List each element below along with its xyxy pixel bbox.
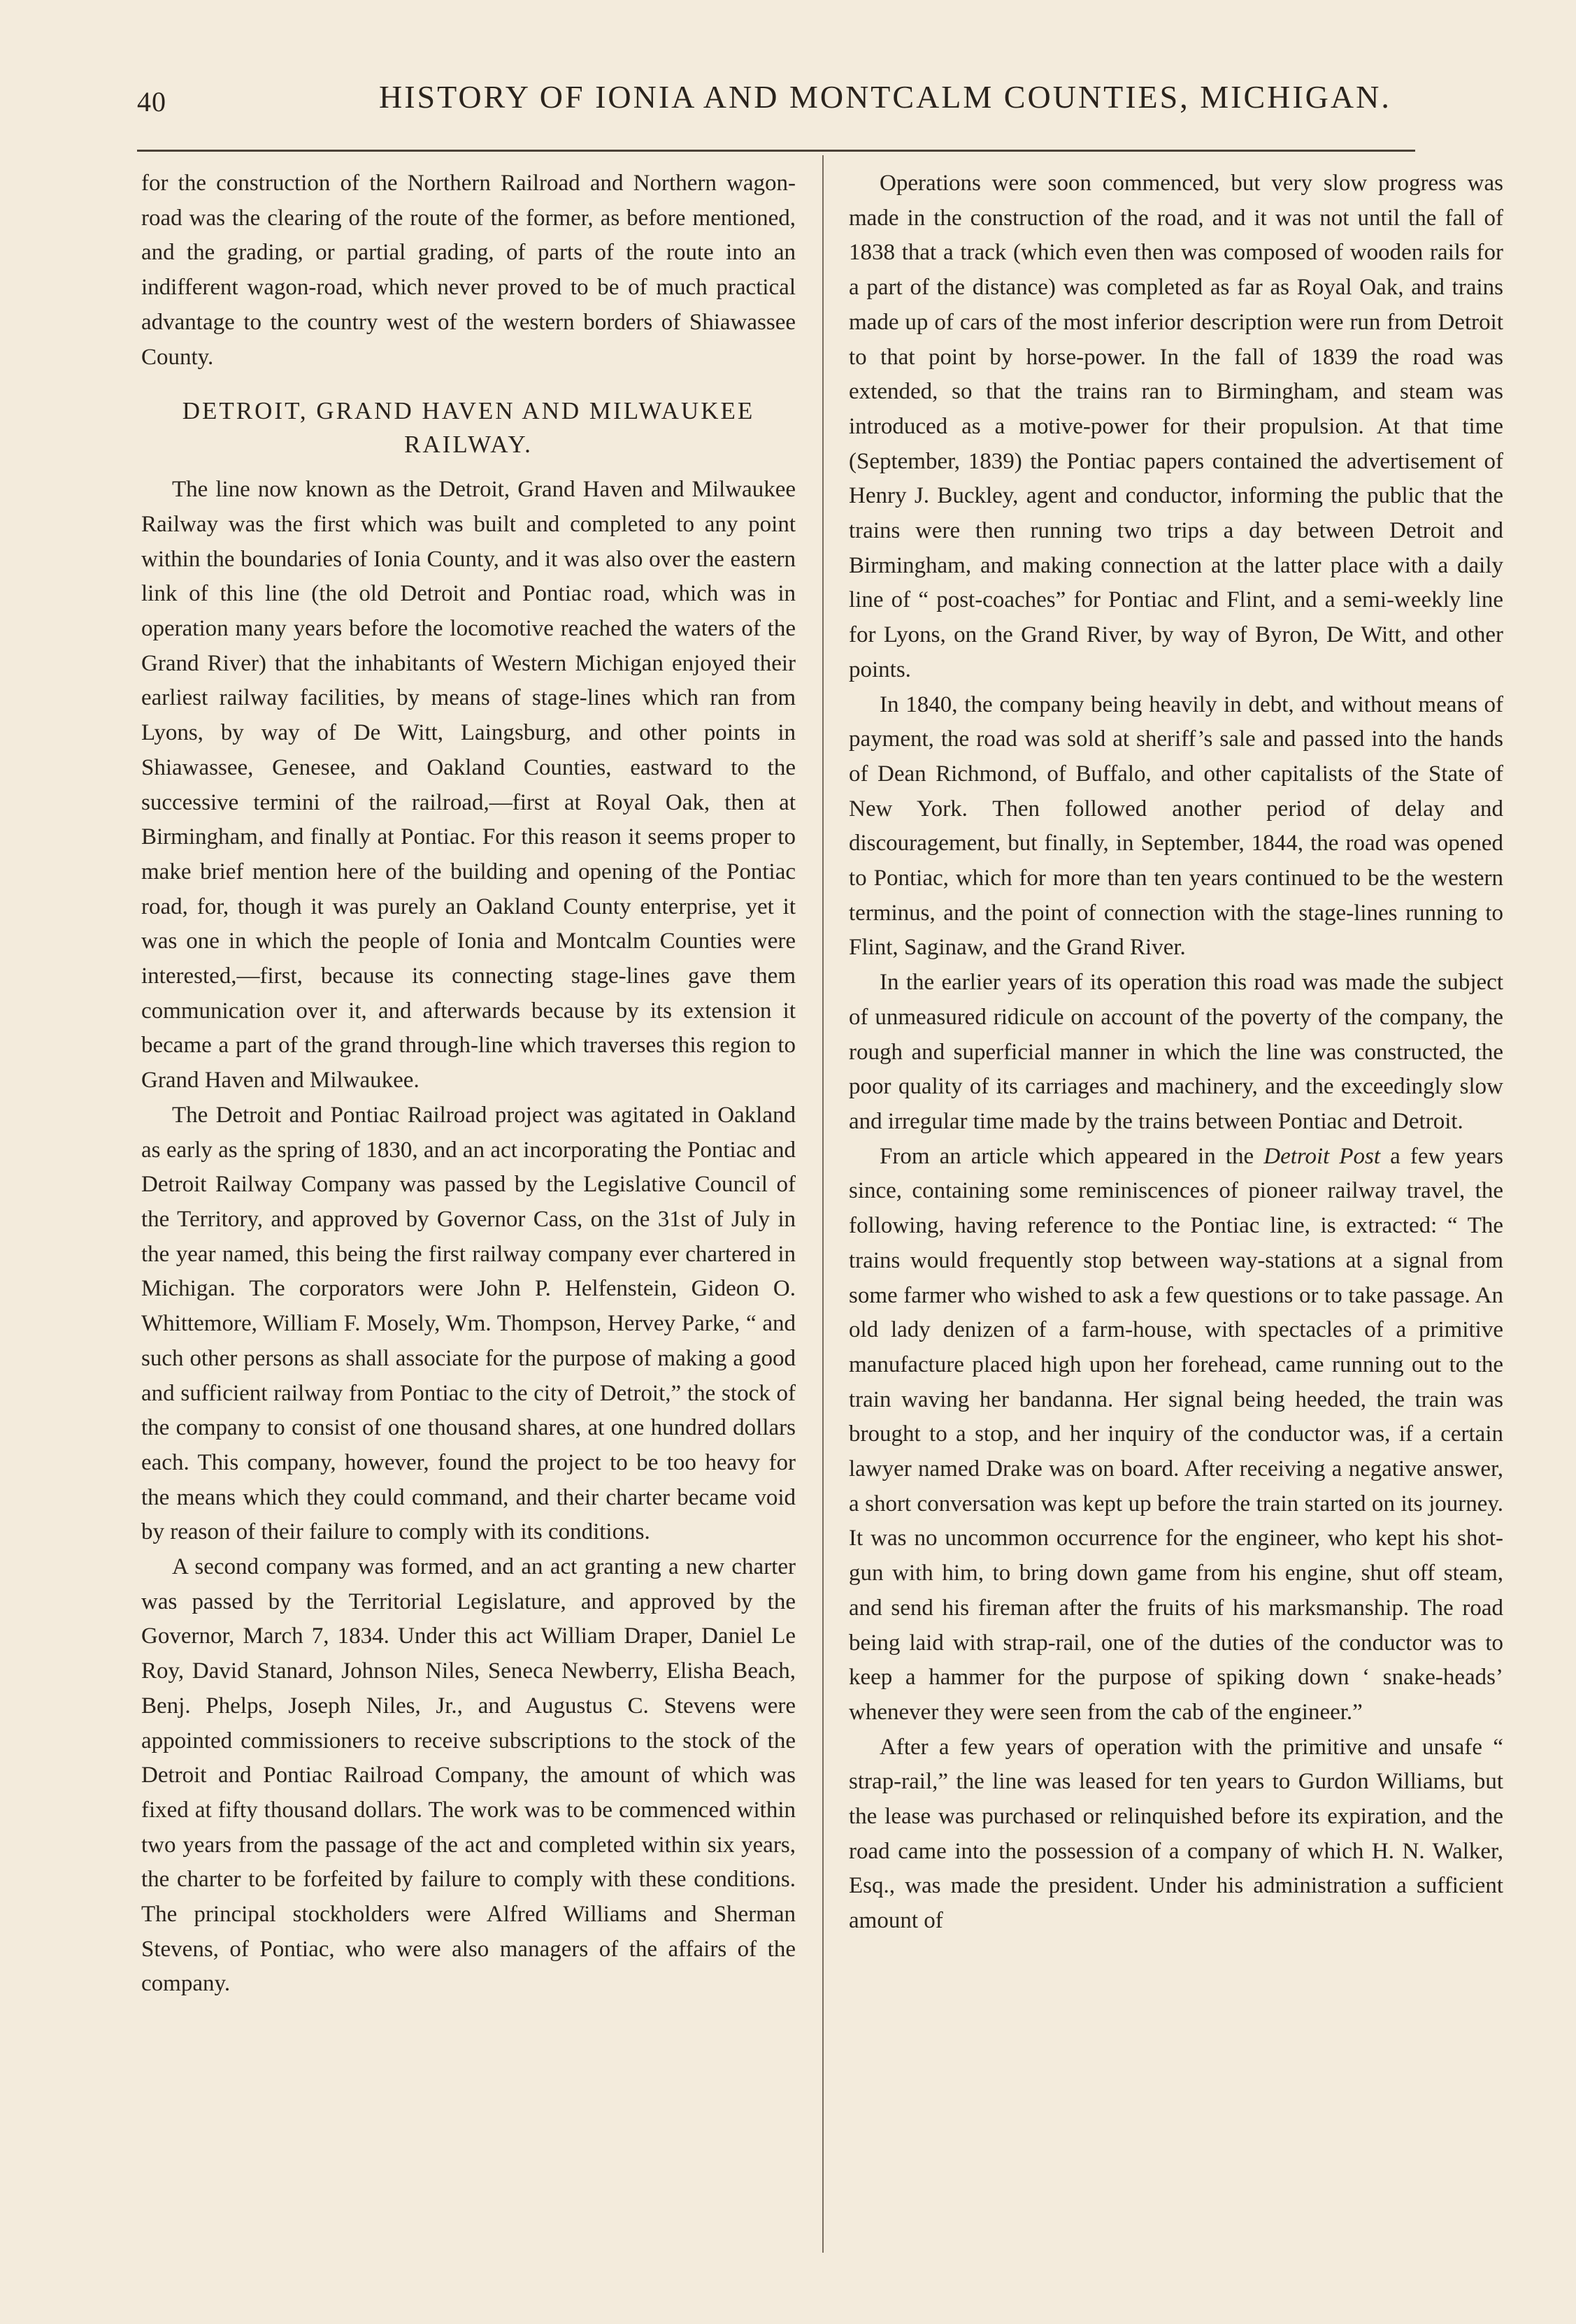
publication-title: Detroit Post (1263, 1143, 1381, 1169)
paragraph: In 1840, the company being heavily in debt, and without means of payment, the road was sold at sheriff’s sale and passed into the hands of Dean Richmond, of Buffalo, and other capitalists of the State of New York. Then followed another period of delay and discouragement, but finally, in September, 1844, the road was opened to Pontiac, which for more than ten years continued to be the western terminus, and the point of connection with the stage-lines running to Flint, Saginaw, and the Grand River. (849, 691, 1503, 961)
paragraph: for the construction of the Northern Railroad and Northern wagon-road was the clearing of the route of the former, as before mentioned, and the grading, or partial grading, of parts of the route into an indifferent wagon-road, which never proved to be of much practical advantage to the country west of the western borders of Shiawassee County. (141, 171, 796, 370)
paragraph: The line now known as the Detroit, Grand Haven and Milwaukee Railway was the first which was built and completed to any point within the boundaries of Ionia County, and it was also over the eastern link of this line (the old Detroit and Pontiac road, which was in operation many years before the locomotive reached the waters of the Grand River) that the inhabitants of Western Michigan enjoyed their earliest railway facilities, by means of stage-lines which ran from Lyons, by way of De Witt, Laingsburg, and other points in Shiawassee, Genesee, and Oakland Counties, eastward to the successive termini of the railroad,—first at Royal Oak, then at Birmingham, and finally at Pontiac. For this reason it seems proper to make brief mention here of the building and opening of the Pontiac road, for, though it was purely an Oakland County enterprise, yet it was one in which the people of Ionia and Montcalm Counties were interested,—first, because its connecting stage-lines gave them communication over it, and afterwards because by its extension it became a part of the grand through-line which traverses this region to Grand Haven and Milwaukee. (141, 477, 796, 1093)
page-header (137, 76, 1391, 124)
right-column (849, 166, 1503, 1939)
paragraph (849, 1140, 1503, 1730)
paragraph: After a few years of operation with the primitive and unsafe “ strap-rail,” the line was leased for ten years to Gurdon Williams, but the lease was purchased or relinquished before its expiration, and the road came into the possession of a company of which H. N. Walker, Esq., was made the president. Under his administration a sufficient amount of (849, 1734, 1503, 1934)
left-column (141, 166, 796, 2002)
paragraph: In the earlier years of its operation this road was made the subject of unmeasured ridicule on account of the poverty of the company, the rough and superficial manner in which the line was constructed, the poor quality of its carriages and machinery, and the exceedingly slow and irregular time made by the trains between Pontiac and Detroit. (849, 970, 1503, 1134)
paragraph: A second company was formed, and an act granting a new charter was passed by the Territorial Legislature, and approved by the Governor, March 7, 1834. Under this act William Draper, Daniel Le Roy, David Stanard, Johnson Niles, Seneca Newberry, Elisha Beach, Benj. Phelps, Joseph Niles, Jr., and Augustus C. Stevens were appointed commissioners to receive subscriptions to the stock of the Detroit and Pontiac Railroad Company, the amount of which was fixed at fifty thousand dollars. The work was to be commenced within two years from the passage of the act and completed within six years, the charter to be forfeited by failure to comply with these conditions. The principal stockholders were Alfred Williams and Sherman Stevens, of Pontiac, who were also managers of the affairs of the company. (141, 1554, 796, 1997)
section-heading: DETROIT, GRAND HAVEN AND MILWAUKEE RAILWAY. (182, 397, 755, 459)
column-divider (822, 155, 824, 2253)
paragraph: Operations were soon commenced, but very slow progress was made in the construction of the road, and it was not until the fall of 1838 that a track (which even then was composed of wooden rails for a part of the distance) was completed as far as Royal Oak, and trains made up of cars of the most inferior description were run from Detroit to that point by horse-power. In the fall of 1839 the road was extended, so that the trains ran to Birmingham, and steam was introduced as a motive-power for their propulsion. At that time (September, 1839) the Pontiac papers contained the advertisement of Henry J. Buckley, agent and conductor, informing the public that the trains were then running two trips a day between Detroit and Birmingham, and making connection at the latter place with a daily line of “ post-coaches” for Pontiac and Flint, and a semi-weekly line for Lyons, on the Grand River, by way of Byron, De Witt, and other points. (849, 171, 1503, 682)
page-number: 40 (137, 86, 166, 117)
paragraph-text: a few years since, containing some reminiscences of pioneer railway travel, the following, having reference to the Pontiac line, is extracted: “ The trains would frequently stop between way-stations at a signal from some farmer who wished to ask a few questions or to take passage. An old lady denizen of a farm-house, with spectacles of a primitive manufacture placed high upon her forehead, came running out to the train waving her bandanna. Her signal being heeded, the train was brought to a stop, and her inquiry of the conductor was, if a certain lawyer named Drake was on board. After receiving a negative answer, a short conversation was kept up before the train started on its journey. It was no uncommon occurrence for the engineer, who kept his shot-gun with him, to bring down game from his engine, shut off steam, and send his fireman after the fruits of his marksmanship. The road being laid with strap-rail, one of the duties of the conductor was to keep a hammer for the purpose of spiking down ‘ snake-heads’ whenever they were seen from the cab of the engineer.” (849, 1143, 1504, 1725)
running-title: HISTORY OF IONIA AND MONTCALM COUNTIES, MICHIGAN. (379, 79, 1391, 115)
header-rule (137, 150, 1415, 152)
paragraph-text: From an article which appeared in the (880, 1143, 1254, 1169)
paragraph: The Detroit and Pontiac Railroad project was agitated in Oakland as early as the spring of 1830, and an act incorporating the Pontiac and Detroit Railway Company was passed by the Legislative Council of the Territory, and approved by Governor Cass, on the 31st of July in the year named, this being the first railway company ever chartered in Michigan. The corporators were John P. Helfenstein, Gideon O. Whittemore, William F. Mosely, Wm. Thompson, Hervey Parke, “ and such other persons as shall associate for the purpose of making a good and sufficient railway from Pontiac to the city of Detroit,” the stock of the company to consist of one thousand shares, at one hundred dollars each. This company, however, found the project to be too heavy for the means which they could command, and their charter became void by reason of their failure to comply with its conditions. (141, 1102, 796, 1545)
